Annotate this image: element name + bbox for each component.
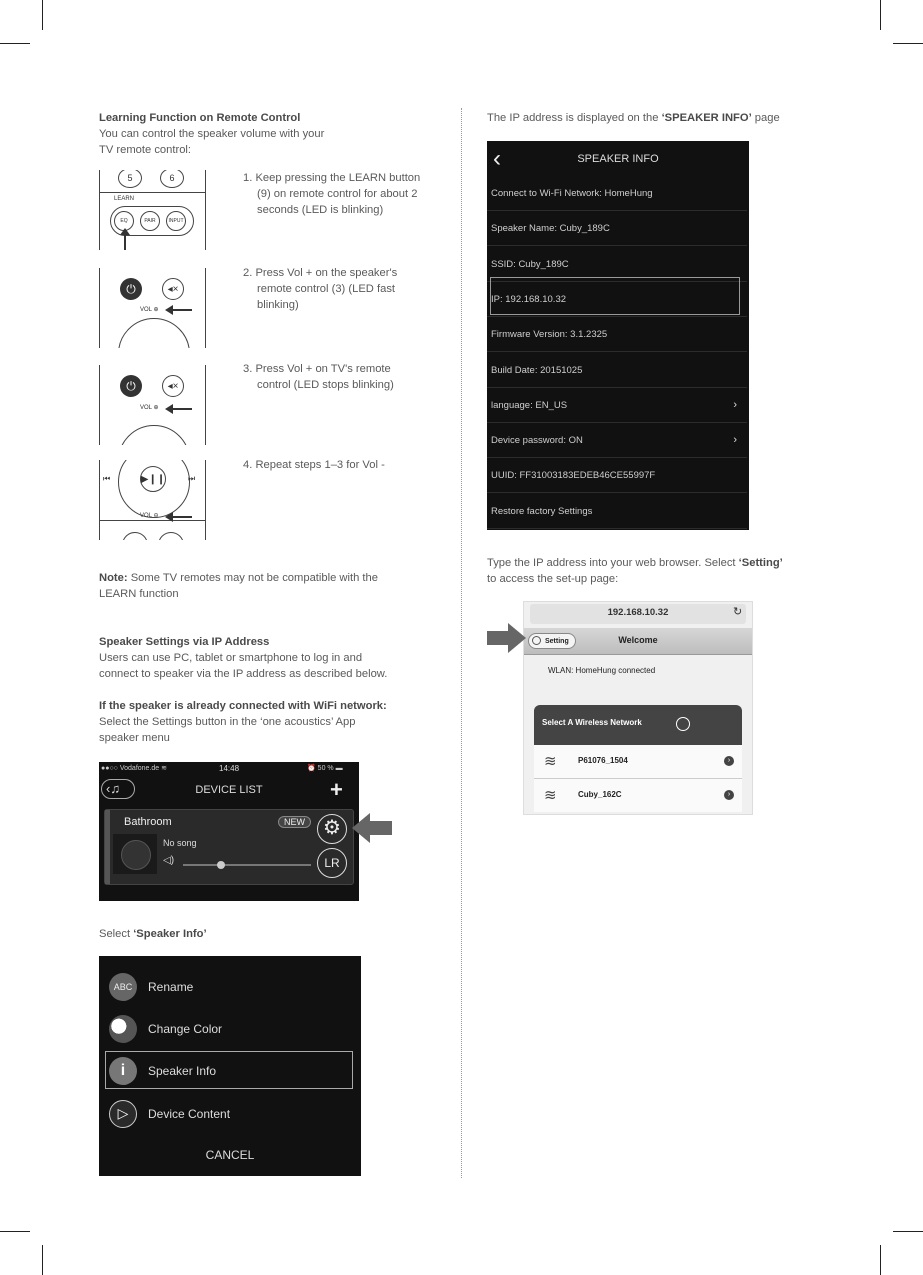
left-arrow-icon (172, 408, 192, 410)
remote-illustration-vol-tv (99, 365, 206, 445)
menu-label: Speaker Info (148, 1064, 217, 1078)
chevron-right-icon: › (733, 398, 737, 411)
status-carrier: ●●○○ Vodafone.de ≋ (101, 765, 167, 772)
previous-icon: ⏮ (103, 474, 111, 483)
vol-text: VOL (140, 405, 152, 411)
note-text-2: LEARN function (99, 588, 179, 600)
vol-label: VOL ⊖ (140, 513, 159, 519)
wireless-header-text: Select A Wireless Network (542, 718, 642, 727)
speaker-info-title: SPEAKER INFO (577, 153, 659, 165)
speaker-info-row[interactable] (487, 494, 747, 529)
step-4 (243, 457, 443, 473)
left-arrow-icon (172, 516, 192, 518)
speaker-info-row[interactable] (487, 317, 747, 352)
learning-intro-line2: TV remote control: (99, 144, 192, 156)
vol-label: VOL ⊕ (140, 405, 159, 411)
back-music-icon[interactable]: ‹♫ (101, 779, 135, 799)
next-icon: ⏭ (188, 474, 196, 483)
vol-label: VOL ⊕ (140, 307, 159, 313)
wifi-section (99, 698, 439, 746)
select-prefix: Select (99, 928, 134, 940)
round-button (158, 532, 184, 540)
select-bold: ‘Speaker Info’ (133, 928, 207, 940)
volume-slider[interactable] (183, 864, 311, 866)
speaker-info-row[interactable] (487, 458, 747, 493)
abc-icon: ABC (109, 973, 137, 1001)
step-2 (243, 265, 443, 313)
note (99, 570, 439, 602)
remote-illustration-vol-minus (99, 460, 206, 540)
chevron-right-icon: › (724, 790, 734, 800)
remote-illustration-learn (99, 170, 206, 250)
ip-text-1: Users can use PC, tablet or smartphone to log in and (99, 652, 363, 664)
step-1-line: seconds (LED is blinking) (257, 204, 384, 216)
refresh-icon[interactable] (676, 717, 690, 731)
status-time: 14:48 (219, 764, 240, 773)
status-battery: ⏰ 50 % ▬ (307, 765, 343, 772)
up-arrow-head-icon (120, 228, 130, 235)
reload-icon[interactable]: ↻ (733, 606, 743, 618)
wifi-icon: ≋ (544, 753, 557, 770)
chevron-right-icon: › (733, 434, 737, 447)
learning-title: Learning Function on Remote Control (99, 112, 301, 124)
speaker-info-screen (487, 141, 749, 530)
speaker-info-row[interactable] (487, 176, 747, 211)
play-pause-icon: ▶❙❙ (140, 466, 166, 492)
ip-text-suffix: page (751, 112, 780, 124)
eq-button: EQ (114, 211, 134, 231)
speaker-info-row[interactable] (487, 211, 747, 246)
menu-label: Rename (148, 980, 194, 994)
volume-knob[interactable] (217, 861, 225, 869)
ip-text-prefix: The IP address is displayed on the (487, 112, 662, 124)
button-6: 6 (160, 170, 184, 188)
step-4-line: 4. Repeat steps 1–3 for Vol - (243, 459, 385, 471)
browser-text-prefix: Type the IP address into your web browser. Select (487, 557, 739, 569)
power-icon: ⏻ (120, 375, 142, 397)
browser-screen (523, 601, 753, 815)
pointer-arrow-icon (487, 631, 509, 645)
color-icon (109, 1015, 137, 1043)
disc-icon (121, 840, 151, 870)
mute-icon: ◂× (162, 278, 184, 300)
left-arrow-icon (172, 309, 192, 311)
url-text: 192.168.10.32 (607, 607, 669, 618)
step-2-line: remote control (3) (LED fast (257, 283, 396, 295)
speaker-info-label: Firmware Version: 3.1.2325 (491, 329, 608, 341)
info-icon: i (109, 1057, 137, 1085)
step-1 (243, 170, 443, 218)
speaker-info-label: language: EN_US (491, 399, 568, 411)
carrier-text: Vodafone.de (119, 765, 160, 772)
pair-button: PAIR (140, 211, 160, 231)
menu-device-content[interactable] (109, 1096, 349, 1132)
speaker-info-row[interactable] (487, 353, 747, 388)
ip-highlight-box (490, 277, 740, 315)
wifi-icon: ≋ (544, 787, 557, 804)
select-speaker-info (99, 926, 207, 942)
network-name: Cuby_162C (578, 790, 622, 799)
network-name: P61076_1504 (578, 756, 628, 765)
step-3-line: 3. Press Vol + on TV's remote (243, 363, 391, 375)
learning-intro-line1: You can control the speaker volume with your (99, 128, 325, 140)
network-row[interactable] (534, 779, 742, 812)
device-card[interactable] (104, 809, 354, 885)
mute-icon: ◂× (162, 375, 184, 397)
battery-text: 50 % (317, 765, 334, 772)
speaker-info-label: UUID: FF31003183EDEB46CE55997F (491, 470, 656, 482)
browser-text-bold: ‘Setting’ (738, 557, 783, 569)
speaker-info-label: Build Date: 20151025 (491, 364, 583, 376)
speaker-info-label: SSID: Cuby_189C (491, 258, 569, 270)
wifi-title: If the speaker is already connected with WiFi network: (99, 700, 387, 712)
wifi-text-2: speaker menu (99, 732, 170, 744)
speaker-info-label: IP: 192.168.10.32 (491, 293, 567, 305)
welcome-title: Welcome (618, 635, 658, 645)
device-list-title: DEVICE LIST (195, 784, 263, 796)
power-icon: ⏻ (120, 278, 142, 300)
ip-display-text (487, 110, 847, 126)
speaker-info-row[interactable] (487, 423, 747, 458)
device-list-screen (99, 762, 359, 901)
menu-change-color[interactable] (109, 1011, 349, 1047)
network-row[interactable] (534, 745, 742, 779)
browser-instruction (487, 555, 847, 587)
ip-section-title: Speaker Settings via IP Address (99, 636, 270, 648)
lr-button[interactable]: LR (317, 848, 347, 878)
note-label: Note: (99, 572, 128, 584)
dial-ring (118, 425, 190, 445)
wireless-header (534, 705, 742, 745)
speaker-info-label: Connect to Wi-Fi Network: HomeHung (491, 188, 653, 199)
new-badge: NEW (278, 816, 311, 828)
step-1-line: (9) on remote control for about 2 (257, 188, 418, 200)
room-name: Bathroom (124, 816, 172, 828)
album-art (113, 834, 157, 874)
round-button (122, 532, 148, 540)
step-2-line: blinking) (257, 299, 299, 311)
ip-section (99, 634, 439, 682)
pointer-arrow-head (508, 623, 526, 653)
input-button: INPUT (166, 211, 186, 231)
speaker-info-row[interactable] (487, 388, 747, 423)
learn-label: LEARN (114, 196, 135, 202)
menu-label: Change Color (148, 1022, 223, 1036)
step-2-line: 2. Press Vol + on the speaker's (243, 267, 398, 279)
menu-rename[interactable] (109, 969, 349, 1005)
wifi-text-1: Select the Settings button in the ‘one acoustics’ App (99, 716, 356, 728)
welcome-bar (524, 628, 752, 655)
card-edge (105, 810, 110, 884)
menu-label: Device Content (148, 1107, 231, 1121)
browser-text-2: to access the set-up page: (487, 573, 619, 585)
column-divider (461, 108, 462, 1178)
step-3-line: control (LED stops blinking) (257, 379, 394, 391)
remote-illustration-vol-speaker (99, 268, 206, 348)
speaker-info-label: Device password: ON (491, 435, 583, 447)
play-icon: ▷ (109, 1100, 137, 1128)
chevron-right-icon: › (724, 756, 734, 766)
menu-speaker-info[interactable] (109, 1053, 349, 1089)
pointer-arrow-icon (368, 821, 392, 835)
button-5: 5 (118, 170, 142, 188)
setting-label: Setting (545, 638, 569, 645)
step-1-line: 1. Keep pressing the LEARN button (243, 172, 421, 184)
ip-text-2: connect to speaker via the IP address as described below. (99, 668, 388, 680)
vol-text: VOL (140, 513, 152, 519)
url-bar[interactable] (530, 604, 746, 624)
speaker-info-label: Speaker Name: Cuby_189C (491, 223, 610, 235)
note-text: Some TV remotes may not be compatible with the (127, 572, 378, 584)
pointer-arrow-head (352, 813, 370, 843)
song-title: No song (163, 838, 197, 848)
volume-icon: ◁) (163, 855, 175, 866)
speaker-info-label: Restore factory Settings (491, 505, 593, 517)
gear-icon[interactable]: ⚙ (317, 814, 347, 844)
vol-text: VOL (140, 307, 152, 313)
ip-text-bold: ‘SPEAKER INFO’ (661, 112, 752, 124)
dial-ring (118, 318, 190, 348)
step-3 (243, 361, 443, 393)
wlan-status: WLAN: HomeHung connected (548, 666, 656, 675)
device-menu-screen (99, 956, 361, 1176)
learning-section (99, 110, 439, 158)
back-chevron-icon[interactable]: ‹ (493, 145, 501, 172)
add-icon[interactable]: + (330, 777, 343, 802)
cancel-button[interactable]: CANCEL (205, 1148, 255, 1162)
